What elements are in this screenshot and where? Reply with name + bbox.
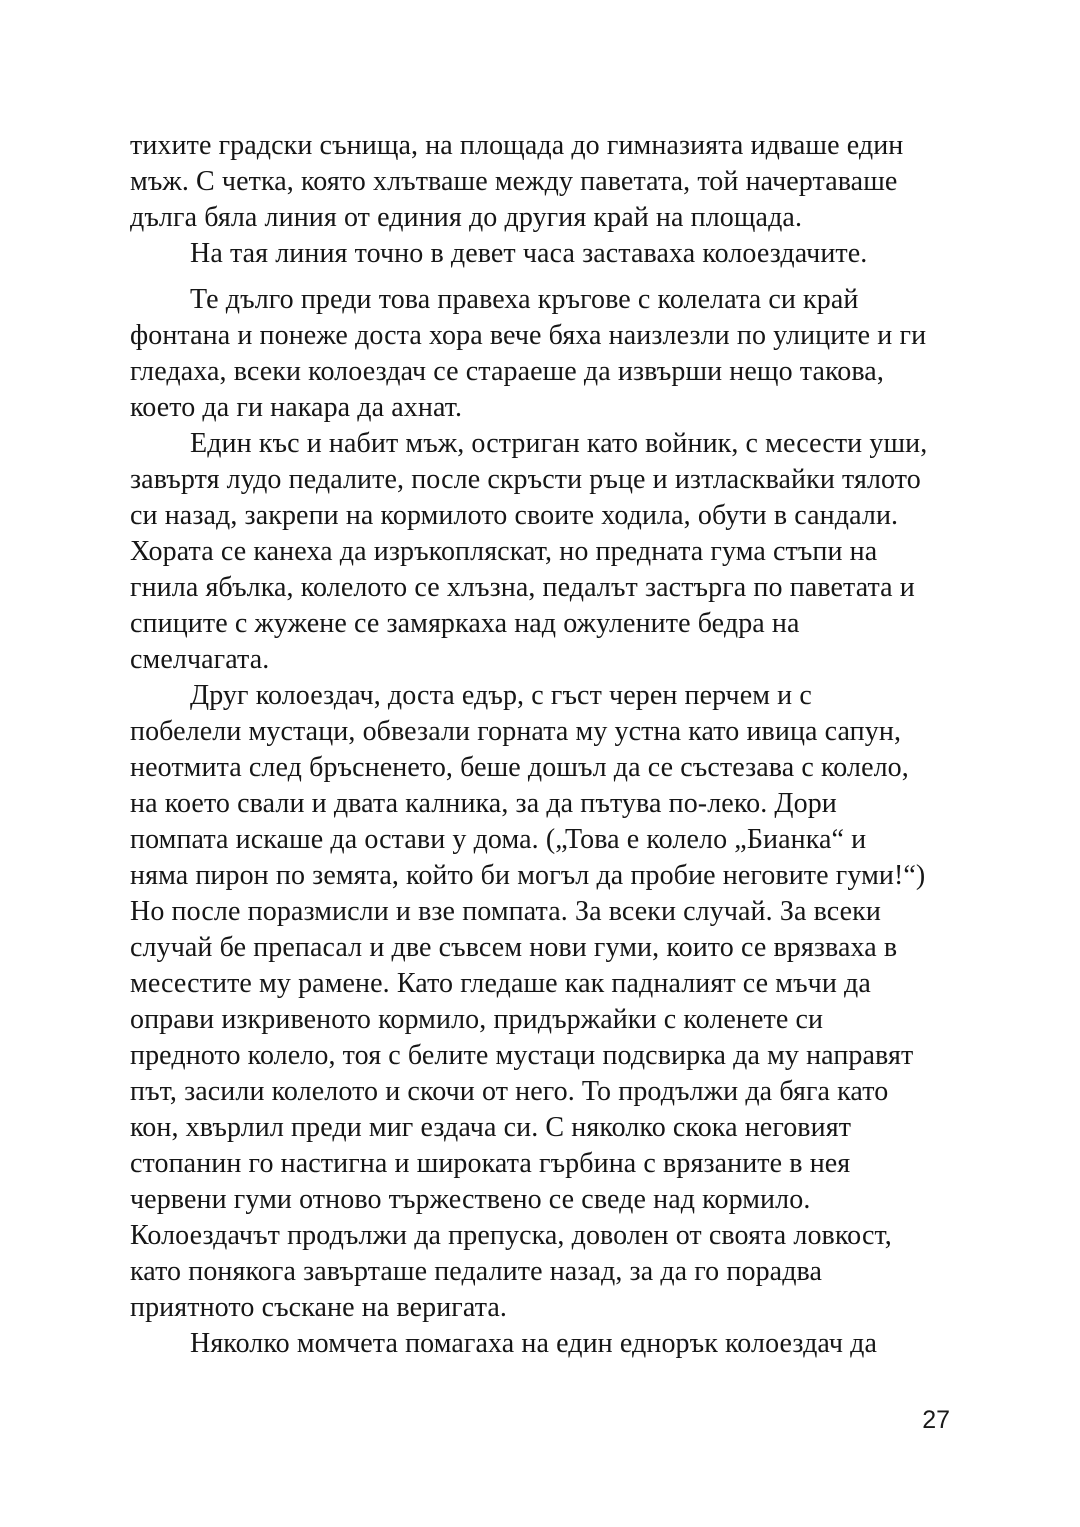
page-number: 27	[922, 1406, 950, 1434]
text-line: на което свали и двата калника, за да пътува по-леко. Дори	[130, 788, 837, 819]
text-line: тихите градски сънища, на площада до гимназията идваше един	[130, 130, 904, 161]
text-line: оправи изкривеното кормило, придържайки с коленете си	[130, 1004, 824, 1035]
text-line: побелели мустаци, обвезали горната му устна като ивица сапун,	[130, 716, 902, 747]
text-line: спиците с жужене се замяркаха над ожулените бедра на	[130, 608, 800, 639]
paragraph	[130, 282, 960, 426]
text-line: месестите му рамене. Като гледаше как падналият се мъчи да	[130, 968, 871, 999]
text-line: На тая линия точно в девет часа заставаха колоездачите.	[190, 238, 868, 269]
text-line: път, засили колелото и скочи от него. То продължи да бяга като	[130, 1076, 889, 1107]
text-line: си назад, закрепи на кормилото своите ходила, обути в сандали.	[130, 500, 899, 531]
page-text	[130, 128, 960, 1362]
text-line: дълга бяла линия от единия до другия край на площада.	[130, 202, 803, 233]
text-line: Няколко момчета помагаха на един еднорък колоездач да	[190, 1328, 877, 1359]
text-line: случай бе препасал и две съвсем нови гуми, които се врязваха в	[130, 932, 898, 963]
text-line: Един къс и набит мъж, остриган като войник, с месести уши,	[190, 428, 928, 459]
paragraph	[130, 426, 960, 678]
text-line: което да ги накара да ахнат.	[130, 392, 463, 423]
text-line: Колоездачът продължи да препуска, доволен от своята ловкост,	[130, 1220, 892, 1251]
text-line: фонтана и понеже доста хора вече бяха наизлезли по улиците и ги	[130, 320, 927, 351]
text-line: неотмита след бръсненето, беше дошъл да се състезава с колело,	[130, 752, 909, 783]
text-line: смелчагата.	[130, 644, 270, 675]
text-line: стопанин го настигна и широката гърбина с врязаните в нея	[130, 1148, 851, 1179]
text-line: гнила ябълка, колелото се хлъзна, педалът застърга по паветата и	[130, 572, 915, 603]
paragraph	[130, 128, 960, 236]
text-line: като понякога завърташе педалите назад, за да го порадва	[130, 1256, 823, 1287]
text-line: Хората се канеха да изръкопляскат, но предната гума стъпи на	[130, 536, 878, 567]
text-line: няма пирон по земята, който би могъл да пробие неговите гуми!“)	[130, 860, 926, 891]
text-line: червени гуми отново тържествено се сведе над кормило.	[130, 1184, 811, 1215]
text-line: Те дълго преди това правеха кръгове с колелата си край	[190, 284, 859, 315]
text-line: гледаха, всеки колоездач се стараеше да извърши нещо такова,	[130, 356, 884, 387]
text-line: Но после поразмисли и взе помпата. За всеки случай. За всеки	[130, 896, 881, 927]
paragraph	[130, 1326, 960, 1362]
paragraph	[130, 236, 960, 272]
text-line: мъж. С четка, която хлътваше между паветата, той начертаваше	[130, 166, 898, 197]
text-line: помпата искаше да остави у дома. („Това е колело „Бианка“ и	[130, 824, 867, 855]
text-line: Друг колоездач, доста едър, с гъст черен перчем и с	[190, 680, 812, 711]
text-line: приятното съскане на веригата.	[130, 1292, 507, 1323]
text-line: завъртя лудо педалите, после скръсти ръце и изтласквайки тялото	[130, 464, 921, 495]
text-line: кон, хвърлил преди миг ездача си. С няколко скока неговият	[130, 1112, 852, 1143]
text-line: предното колело, тоя с белите мустаци подсвирка да му направят	[130, 1040, 914, 1071]
paragraph	[130, 678, 960, 1326]
